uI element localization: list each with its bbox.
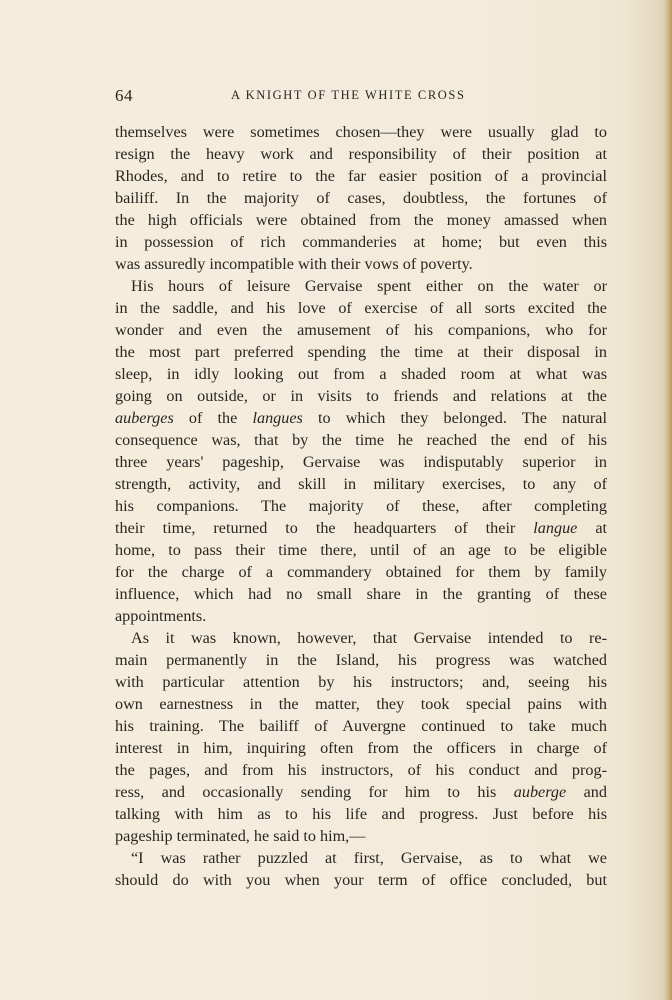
text-line: with particular attention by his instructors; and, seeing his: [115, 673, 607, 691]
page-header: [115, 86, 607, 108]
italic-term: langues: [252, 409, 303, 427]
text-run: of the: [173, 409, 253, 427]
page-number: 64: [115, 86, 133, 105]
text-line: resign the heavy work and responsibility of their position at: [115, 145, 607, 163]
text-line: in possession of rich commanderies at home; but even this: [115, 233, 607, 251]
text-line: sleep, in idly looking out from a shaded room at what was: [115, 365, 607, 383]
italic-term: auberges: [115, 409, 174, 427]
text-line: for the charge of a commandery obtained for them by family: [115, 563, 607, 581]
text-line: in the saddle, and his love of exercise of all sorts excited the: [115, 299, 607, 317]
text-line: [115, 781, 607, 803]
text-line: appointments.: [115, 607, 207, 625]
text-line: own earnestness in the matter, they took special pains with: [115, 695, 607, 713]
text-line: talking with him as to his life and progress. Just before his: [115, 805, 607, 823]
text-line: [115, 407, 607, 429]
text-line: his companions. The majority of these, after completing: [115, 497, 607, 515]
page-edge: [664, 0, 672, 1000]
text-run: their time, returned to the headquarters of their: [115, 519, 534, 537]
text-line: themselves were sometimes chosen—they were usually glad to: [115, 123, 607, 141]
italic-term: langue: [533, 519, 578, 537]
text-line: three years' pageship, Gervaise was indisputably superior in: [115, 453, 607, 471]
text-run: and: [566, 783, 607, 801]
text-line: consequence was, that by the time he reached the end of his: [115, 431, 607, 449]
text-line: the pages, and from his instructors, of his conduct and prog-: [115, 761, 607, 779]
text-run: ress, and occasionally sending for him to his: [115, 783, 514, 801]
text-line: influence, which had no small share in the granting of these: [115, 585, 607, 603]
text-line: his training. The bailiff of Auvergne continued to take much: [115, 717, 607, 735]
text-line: the high officials were obtained from the money amassed when: [115, 211, 607, 229]
text-line: should do with you when your term of office concluded, but: [115, 871, 607, 889]
text-line: main permanently in the Island, his progress was watched: [115, 651, 607, 669]
text-run: at: [577, 519, 607, 537]
text-line: was assuredly incompatible with their vows of poverty.: [115, 255, 473, 273]
text-line: the most part preferred spending the time at their disposal in: [115, 343, 607, 361]
text-line: Rhodes, and to retire to the far easier position of a provincial: [115, 167, 607, 185]
text-line: [115, 517, 607, 539]
text-line: pageship terminated, he said to him,—: [115, 827, 366, 845]
text-line: As it was known, however, that Gervaise intended to re-: [131, 629, 607, 647]
text-line: strength, activity, and skill in military exercises, to any of: [115, 475, 607, 493]
text-line: bailiff. In the majority of cases, doubtless, the fortunes of: [115, 189, 607, 207]
text-run: to which they belonged. The natural: [302, 409, 607, 427]
text-line: home, to pass their time there, until of an age to be eligible: [115, 541, 607, 559]
text-line: wonder and even the amusement of his companions, who for: [115, 321, 607, 339]
running-title: A KNIGHT OF THE WHITE CROSS: [231, 88, 466, 102]
text-line: “I was rather puzzled at first, Gervaise, as to what we: [131, 849, 607, 867]
body-text: [115, 121, 607, 891]
italic-term: auberge: [513, 783, 567, 801]
text-line: interest in him, inquiring often from the officers in charge of: [115, 739, 607, 757]
text-line: His hours of leisure Gervaise spent either on the water or: [131, 277, 607, 295]
text-line: going on outside, or in visits to friends and relations at the: [115, 387, 607, 405]
